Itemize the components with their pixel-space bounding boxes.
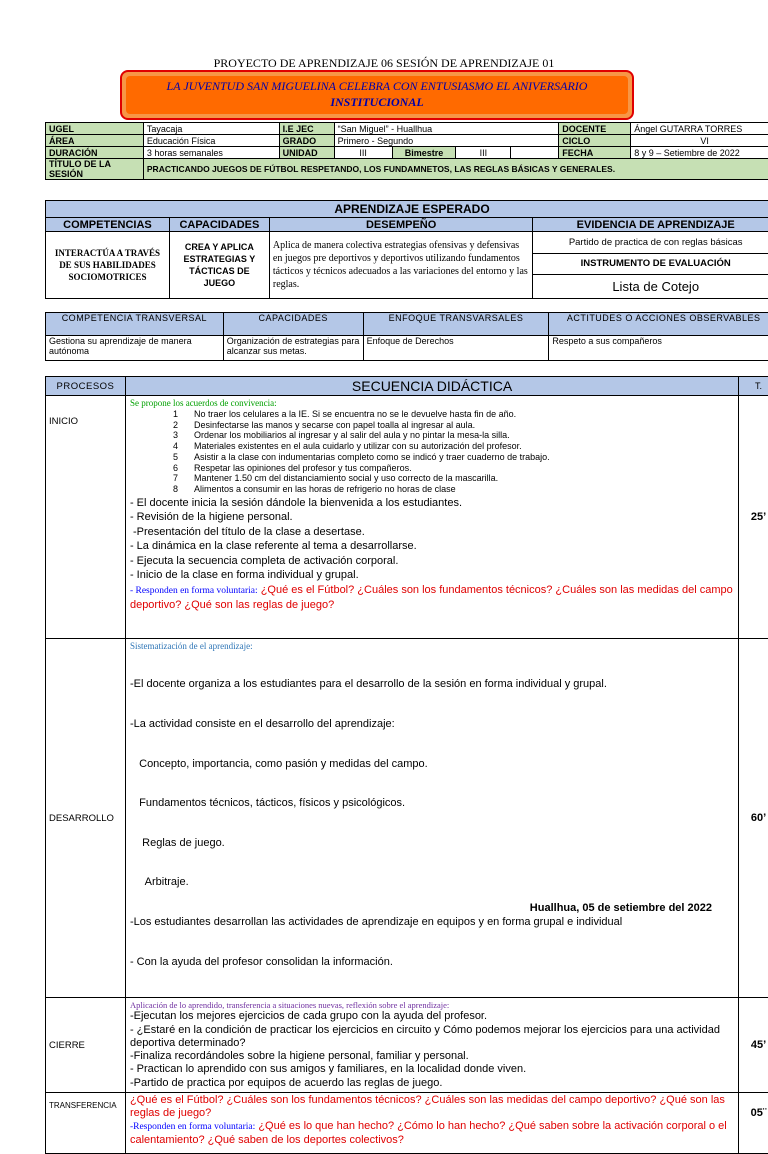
- rule-item: 5 Asistir a la clase con indumentarias completo como se indicó y traer cuaderno de trabajo.: [130, 452, 734, 463]
- rules-list: [130, 409, 734, 495]
- inicio-line: -Presentación del título de la clase a desertase.: [130, 525, 734, 540]
- ciclo-value: VI: [631, 135, 768, 147]
- competencia-text: INTERACTÚA A TRAVÉS DE SUS HABILIDADES SOCIOMOTRICES: [46, 232, 170, 299]
- desarrollo-line: Fundamentos técnicos, tácticos, físicos y psicológicos.: [130, 797, 734, 810]
- unidad-value: III: [334, 147, 392, 159]
- bimestre-label: Bimestre: [392, 147, 456, 159]
- secuencia-table: [45, 376, 768, 1154]
- rule-item: 4 Materiales existentes en el aula cuidarlo y utilizar con su autorización del profesor.: [130, 441, 734, 452]
- ciclo-label: CICLO: [559, 135, 631, 147]
- inicio-voluntary: - Responden en forma voluntaria: ¿Qué es el Fútbol? ¿Cuáles son los fundamentos técnicos? ¿Cuáles son las medidas del campo deportivo? ¿Qué son las reglas de juego?: [130, 583, 734, 613]
- cierre-line: - ¿Estaré en la condición de practicar los ejercicios en circuito y Cómo podemos mejorar los ejercicios para una actividad deportiva determinado?: [130, 1024, 734, 1051]
- cierre-label: CIERRE: [46, 998, 126, 1093]
- desarrollo-line: -Los estudiantes desarrollan las actividades de aprendizaje en equipos y en forma grupal e individual: [130, 916, 734, 929]
- desarrollo-line: -El docente organiza a los estudiantes para el desarrollo de la sesión en forma individual y grupal.: [130, 678, 734, 691]
- col-competencias: COMPETENCIAS: [46, 218, 170, 232]
- desarrollo-line: -La actividad consiste en el desarrollo del aprendizaje:: [130, 718, 734, 731]
- desarrollo-intro: Sistematización de el aprendizaje:: [130, 641, 734, 652]
- cierre-intro: Aplicación de lo aprendido, transferencia a situaciones nuevas, reflexión sobre el aprendizaje:: [130, 1000, 734, 1010]
- docente-label: DOCENTE: [559, 123, 631, 135]
- rule-item: 6 Respetar las opiniones del profesor y tus compañeros.: [130, 463, 734, 474]
- banner-line2: INSTITUCIONAL: [122, 94, 632, 110]
- col-evidencia: EVIDENCIA DE APRENDIZAJE: [533, 218, 768, 232]
- transferencia-time: 05¨: [739, 1093, 768, 1154]
- fecha-value: 8 y 9 – Setiembre de 2022: [631, 147, 768, 159]
- banner-line1: LA JUVENTUD SAN MIGUELINA CELEBRA CON ENTUSIASMO EL ANIVERSARIO: [122, 78, 632, 94]
- iejec-value: “San Miguel” - Huallhua: [334, 123, 559, 135]
- inicio-intro: Se propone los acuerdos de convivencia:: [130, 398, 734, 409]
- aprendizaje-table: [45, 200, 768, 299]
- area-label: ÁREA: [46, 135, 144, 147]
- cierre-line: -Finaliza recordándoles sobre la higiene personal, familiar y personal.: [130, 1050, 734, 1063]
- titulo-value: PRACTICANDO JUEGOS DE FÚTBOL RESPETANDO, LOS FUNDAMNETOS, LAS REGLAS BÁSICAS Y GENERALES.: [143, 159, 768, 180]
- desarrollo-content: [125, 639, 738, 998]
- trans-c2: Organización de estrategias para alcanzar sus metas.: [223, 336, 363, 361]
- h-t: T.: [739, 377, 768, 396]
- inicio-line: - El docente inicia la sesión dándole la bienvenida a los estudiantes.: [130, 496, 734, 511]
- cierre-content: [125, 998, 738, 1093]
- cierre-line: - Practican lo aprendido con sus amigos y familiares, en la localidad donde viven.: [130, 1063, 734, 1076]
- desempeno-text: Aplica de manera colectiva estrategias ofensivas y defensivas en juegos pre deportivos y deportivos utilizando fundamentos tácticos y técnicos adecuados a las variaciones del entorno y las reglas.: [269, 232, 533, 299]
- desarrollo-label: DESARROLLO: [46, 639, 126, 998]
- title-banner: [120, 70, 634, 120]
- trans-c1: Gestiona su aprendizaje de manera autónoma: [46, 336, 224, 361]
- rule-item: 8 Alimentos a consumir en las horas de refrigerio no horas de clase: [130, 484, 734, 495]
- trans-h4: ACTITUDES O ACCIONES OBSERVABLES: [549, 313, 768, 336]
- ugel-value: Tayacaja: [143, 123, 279, 135]
- unidad-label: UNIDAD: [279, 147, 334, 159]
- iejec-label: I.E JEC: [279, 123, 334, 135]
- inicio-line: - Ejecuta la secuencia completa de activación corporal.: [130, 554, 734, 569]
- desarrollo-line: - Con la ayuda del profesor consolidan la información.: [130, 956, 734, 969]
- trans-c4: Respeto a sus compañeros: [549, 336, 768, 361]
- trans-c3: Enfoque de Derechos: [363, 336, 549, 361]
- duracion-label: DURACIÓN: [46, 147, 144, 159]
- trans-h3: ENFOQUE TRANSVARSALES: [363, 313, 549, 336]
- inicio-time: 25’: [739, 396, 768, 639]
- rule-item: 1 No traer los celulares a la IE. Si se encuentra no se le devuelve hasta fin de año.: [130, 409, 734, 420]
- area-value: Educación Física: [143, 135, 279, 147]
- trans-h1: COMPETENCIA TRANSVERSAL: [46, 313, 224, 336]
- aprendizaje-title: APRENDIZAJE ESPERADO: [46, 201, 768, 218]
- h-secuencia: SECUENCIA DIDÁCTICA: [125, 377, 738, 396]
- project-title: PROYECTO DE APRENDIZAJE 06 SESIÓN DE APRENDIZAJE 01: [0, 56, 768, 71]
- trans-h2: CAPACIDADES: [223, 313, 363, 336]
- h-procesos: PROCESOS: [46, 377, 126, 396]
- inicio-content: [125, 396, 738, 639]
- inicio-label: INICIO: [46, 396, 126, 639]
- ugel-label: UGEL: [46, 123, 144, 135]
- grado-label: GRADO: [279, 135, 334, 147]
- titulo-label: TÍTULO DE LA SESIÓN: [46, 159, 144, 180]
- fecha-label: FECHA: [559, 147, 631, 159]
- transversal-table: [45, 312, 768, 361]
- duracion-value: 3 horas semanales: [143, 147, 279, 159]
- cierre-line: -Partido de practica por equipos de acuerdo las reglas de juego.: [130, 1077, 734, 1090]
- cierre-time: 45’: [739, 998, 768, 1093]
- inicio-line: - La dinámica en la clase referente al tema a desarrollarse.: [130, 539, 734, 554]
- inicio-line: - Inicio de la clase en forma individual y grupal.: [130, 568, 734, 583]
- info-table: [45, 122, 768, 180]
- transferencia-q1: ¿Qué es el Fútbol? ¿Cuáles son los fundamentos técnicos? ¿Cuáles son las medidas del campo deportivo? ¿Qué son las reglas de juego?: [130, 1094, 734, 1120]
- instrumento-value: Lista de Cotejo: [533, 275, 768, 299]
- inicio-line: - Revisión de la higiene personal.: [130, 510, 734, 525]
- transferencia-voluntary: -Responden en forma voluntaria: ¿Qué es lo que han hecho? ¿Cómo lo han hecho? ¿Qué saben sobre la activación corporal o el calentamiento? ¿Qué saben de los deportes colectivos?: [130, 1120, 734, 1147]
- docente-value: Ángel GUTARRA TORRES: [631, 123, 768, 135]
- col-capacidades: CAPACIDADES: [169, 218, 269, 232]
- desarrollo-line: Arbitraje.: [130, 876, 734, 889]
- rule-item: 7 Mantener 1.50 cm del distanciamiento social y uso correcto de la mascarilla.: [130, 473, 734, 484]
- grado-value: Primero - Segundo: [334, 135, 559, 147]
- bimestre-value: III: [456, 147, 511, 159]
- transferencia-label: TRANSFERENCIA: [46, 1093, 126, 1154]
- desarrollo-time: 60’: [739, 639, 768, 998]
- capacidad-text: CREA Y APLICA ESTRATEGIAS Y TÁCTICAS DE JUEGO: [169, 232, 269, 299]
- footer-date: Huallhua, 05 de setiembre del 2022: [530, 902, 712, 914]
- desarrollo-line: Reglas de juego.: [130, 837, 734, 850]
- rule-item: 3 Ordenar los mobiliarios al ingresar y al salir del aula y no pintar la mesa-la silla.: [130, 430, 734, 441]
- instrumento-label: INSTRUMENTO DE EVALUACIÓN: [533, 253, 768, 275]
- col-desempeno: DESEMPEÑO: [269, 218, 533, 232]
- transferencia-content: [125, 1093, 738, 1154]
- cierre-line: -Ejecutan los mejores ejercicios de cada grupo con la ayuda del profesor.: [130, 1010, 734, 1023]
- evidencia-text: Partido de practica de con reglas básicas: [533, 232, 768, 254]
- desarrollo-line: Concepto, importancia, como pasión y medidas del campo.: [130, 758, 734, 771]
- rule-item: 2 Desinfectarse las manos y secarse con papel toalla al ingresar al aula.: [130, 420, 734, 431]
